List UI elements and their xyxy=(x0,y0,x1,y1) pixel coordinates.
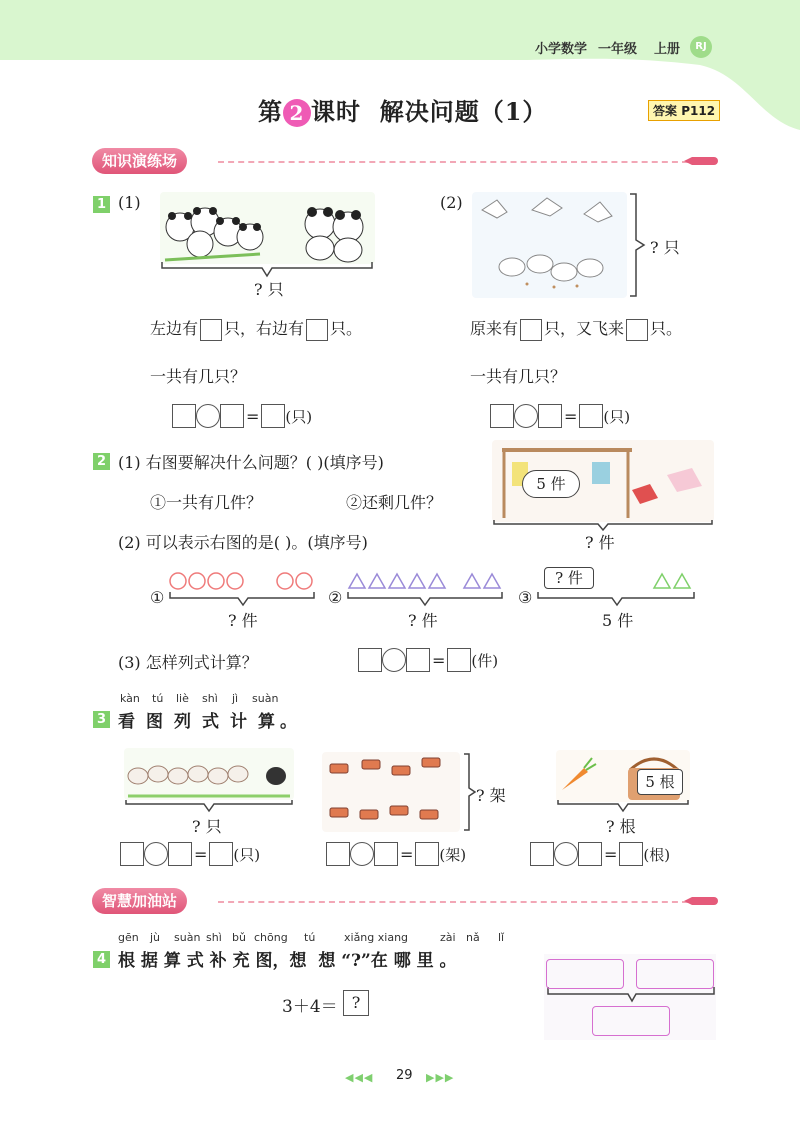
pinyin: chōng xyxy=(254,931,288,944)
q3-char: 。 xyxy=(280,712,297,732)
next-arrows-icon: ▶▶▶ xyxy=(426,1071,455,1084)
question-number-1: 1 xyxy=(93,196,110,213)
q4-text: 根 据 算 式 补 充 图，想 想 “?”在 哪 里 。 xyxy=(118,951,457,971)
answer-box[interactable] xyxy=(579,404,603,428)
pinyin: jù xyxy=(150,931,161,944)
subject-label: 小学数学 xyxy=(535,42,588,57)
q1-right-b: 只，又飞来 xyxy=(544,319,625,338)
q3c-brace xyxy=(556,798,690,814)
question-number-2: 2 xyxy=(93,453,110,470)
pinyin: lǐ xyxy=(498,931,505,944)
q1-right-question: 一共有几只？ xyxy=(470,367,567,386)
pinyin: jì xyxy=(232,692,239,705)
pinyin: gēn xyxy=(118,931,139,944)
operator-circle[interactable] xyxy=(554,842,578,866)
answer-box[interactable] xyxy=(530,842,554,866)
birds-picture xyxy=(472,192,627,298)
q1-left-sentence xyxy=(150,316,362,341)
pinyin: shì xyxy=(206,931,222,944)
diagram1-caption: ? 件 xyxy=(228,611,258,630)
answer-box[interactable] xyxy=(358,648,382,672)
q4-unknown-box[interactable]: ? xyxy=(343,990,369,1016)
operator-circle[interactable] xyxy=(196,404,220,428)
title-prefix: 第 xyxy=(258,97,283,126)
pinyin: tú xyxy=(304,931,316,944)
q1-part1-caption: ? 只 xyxy=(254,280,284,299)
goats-picture xyxy=(124,748,294,800)
answer-label: 答案 xyxy=(653,104,678,118)
q2-equation xyxy=(358,648,498,672)
answer-box[interactable] xyxy=(415,842,439,866)
q3-char: 列 xyxy=(174,712,191,732)
equals-sign: = xyxy=(604,844,618,864)
q2-line2: (2) 可以表示右图的是( )。(填序号) xyxy=(118,533,368,552)
answer-box[interactable] xyxy=(200,319,222,341)
answer-box[interactable] xyxy=(326,842,350,866)
answer-page: P112 xyxy=(681,104,716,118)
unknown-count-tag: ? 件 xyxy=(544,567,594,589)
unit-label: (架) xyxy=(439,845,467,864)
diagram3-caption: 5 件 xyxy=(602,611,634,630)
q1-right-c: 只。 xyxy=(650,319,683,338)
lesson-number: 2 xyxy=(283,99,311,127)
q1-brace-right xyxy=(628,192,648,298)
pinyin: bǔ xyxy=(232,931,246,944)
q2-pic-caption: ? 件 xyxy=(585,533,615,552)
section-divider xyxy=(218,901,688,903)
q3a-caption: ? 只 xyxy=(192,817,222,836)
pinyin: kàn xyxy=(120,692,140,705)
answer-box[interactable] xyxy=(578,842,602,866)
q2-option1: ①一共有几件？ xyxy=(150,493,263,512)
q4-box-right[interactable] xyxy=(636,959,714,989)
equals-sign: = xyxy=(246,406,260,426)
q1-part2-label: (2) xyxy=(440,193,463,212)
unit-label: (根) xyxy=(643,845,671,864)
pinyin: tú xyxy=(152,692,164,705)
q3a-brace xyxy=(124,798,294,814)
q3-char: 看 xyxy=(118,712,135,732)
q1-right-sentence xyxy=(470,316,682,341)
answer-box[interactable] xyxy=(374,842,398,866)
section-divider xyxy=(218,161,688,163)
unit-label: (件) xyxy=(471,651,499,670)
q1-left-b: 只，右边有 xyxy=(224,319,305,338)
equals-sign: = xyxy=(432,650,446,670)
operator-circle[interactable] xyxy=(350,842,374,866)
count-bubble: 5 件 xyxy=(522,470,580,498)
q1-left-equation xyxy=(172,404,312,428)
diagram2-caption: ? 件 xyxy=(408,611,438,630)
circles-diagram[interactable] xyxy=(168,570,318,610)
answer-box[interactable] xyxy=(490,404,514,428)
question-number-4: 4 xyxy=(93,951,110,968)
q3c-equation xyxy=(530,842,670,866)
q3-char: 图 xyxy=(146,712,163,732)
pinyin: xiǎng xiang xyxy=(344,931,409,944)
q3-char: 式 xyxy=(202,712,219,732)
q1-left-question: 一共有几只？ xyxy=(150,367,247,386)
answer-box[interactable] xyxy=(626,319,648,341)
q4-pinyin-row xyxy=(118,931,538,945)
diagram1-label: ① xyxy=(150,588,165,607)
diagram2-label: ② xyxy=(328,588,343,607)
q3a-equation xyxy=(120,842,260,866)
pinyin: liè xyxy=(176,692,189,705)
q3-char: 算 xyxy=(258,712,275,732)
page-title xyxy=(258,92,547,127)
q1-left-c: 只。 xyxy=(330,319,363,338)
q1-left-a: 左边有 xyxy=(150,319,199,338)
q4-equation: 3＋4＝ xyxy=(282,997,338,1017)
answer-box[interactable] xyxy=(306,319,328,341)
operator-circle[interactable] xyxy=(382,648,406,672)
answer-box[interactable] xyxy=(619,842,643,866)
operator-circle[interactable] xyxy=(514,404,538,428)
q1-part2-caption: ? 只 xyxy=(650,238,680,257)
drones-picture xyxy=(322,752,460,832)
q3-char: 计 xyxy=(230,712,247,732)
q3b-equation xyxy=(326,842,466,866)
pinyin: zài xyxy=(440,931,456,944)
unit-label: (只) xyxy=(603,407,631,426)
diagram3-label: ③ xyxy=(518,588,533,607)
q4-box-total[interactable] xyxy=(592,1006,670,1036)
page-number: 29 xyxy=(396,1068,413,1083)
pinyin: shì xyxy=(202,692,218,705)
answer-box[interactable] xyxy=(168,842,192,866)
panda-picture xyxy=(160,192,375,264)
answer-box[interactable] xyxy=(520,319,542,341)
pinyin: suàn xyxy=(174,931,201,944)
q2-line1: (1) 右图要解决什么问题？( )(填序号) xyxy=(118,453,384,472)
title-name: 解决问题（1） xyxy=(379,97,548,126)
answer-box[interactable] xyxy=(209,842,233,866)
q2-line3: (3) 怎样列式计算？ xyxy=(118,653,258,672)
q1-right-a: 原来有 xyxy=(470,319,519,338)
grade-label: 一年级 xyxy=(598,42,638,57)
q1-part1-label: (1) xyxy=(118,193,141,212)
equals-sign: = xyxy=(400,844,414,864)
answer-box[interactable] xyxy=(447,648,471,672)
pencil-icon xyxy=(692,897,718,905)
answer-box[interactable] xyxy=(120,842,144,866)
pinyin: suàn xyxy=(252,692,279,705)
section-wisdom: 智慧加油站 xyxy=(92,888,187,914)
operator-circle[interactable] xyxy=(144,842,168,866)
question-number-3: 3 xyxy=(93,711,110,728)
answer-box[interactable] xyxy=(220,404,244,428)
unit-label: (只) xyxy=(233,845,261,864)
title-suffix: 课时 xyxy=(311,97,361,126)
term-label: 上册 xyxy=(654,42,681,57)
answer-box[interactable] xyxy=(172,404,196,428)
q2-option2: ②还剩几件？ xyxy=(346,493,443,512)
answer-box[interactable] xyxy=(406,648,430,672)
q1-right-equation xyxy=(490,404,630,428)
equals-sign: = xyxy=(194,844,208,864)
q4-box-left[interactable] xyxy=(546,959,624,989)
purple-triangles-diagram[interactable] xyxy=(346,570,504,610)
answer-box[interactable] xyxy=(261,404,285,428)
equals-sign: = xyxy=(564,406,578,426)
q3b-caption: ? 架 xyxy=(476,786,506,805)
pinyin: nǎ xyxy=(466,931,480,944)
edition-badge: RJ xyxy=(690,36,712,58)
carrot-count-tag: 5 根 xyxy=(637,769,683,795)
prev-arrows-icon: ◀◀◀ xyxy=(345,1071,374,1084)
pencil-icon xyxy=(692,157,718,165)
section-practice: 知识演练场 xyxy=(92,148,187,174)
answer-box[interactable] xyxy=(538,404,562,428)
answer-tag[interactable] xyxy=(648,100,720,121)
q3c-caption: ? 根 xyxy=(606,817,636,836)
unit-label: (只) xyxy=(285,407,313,426)
